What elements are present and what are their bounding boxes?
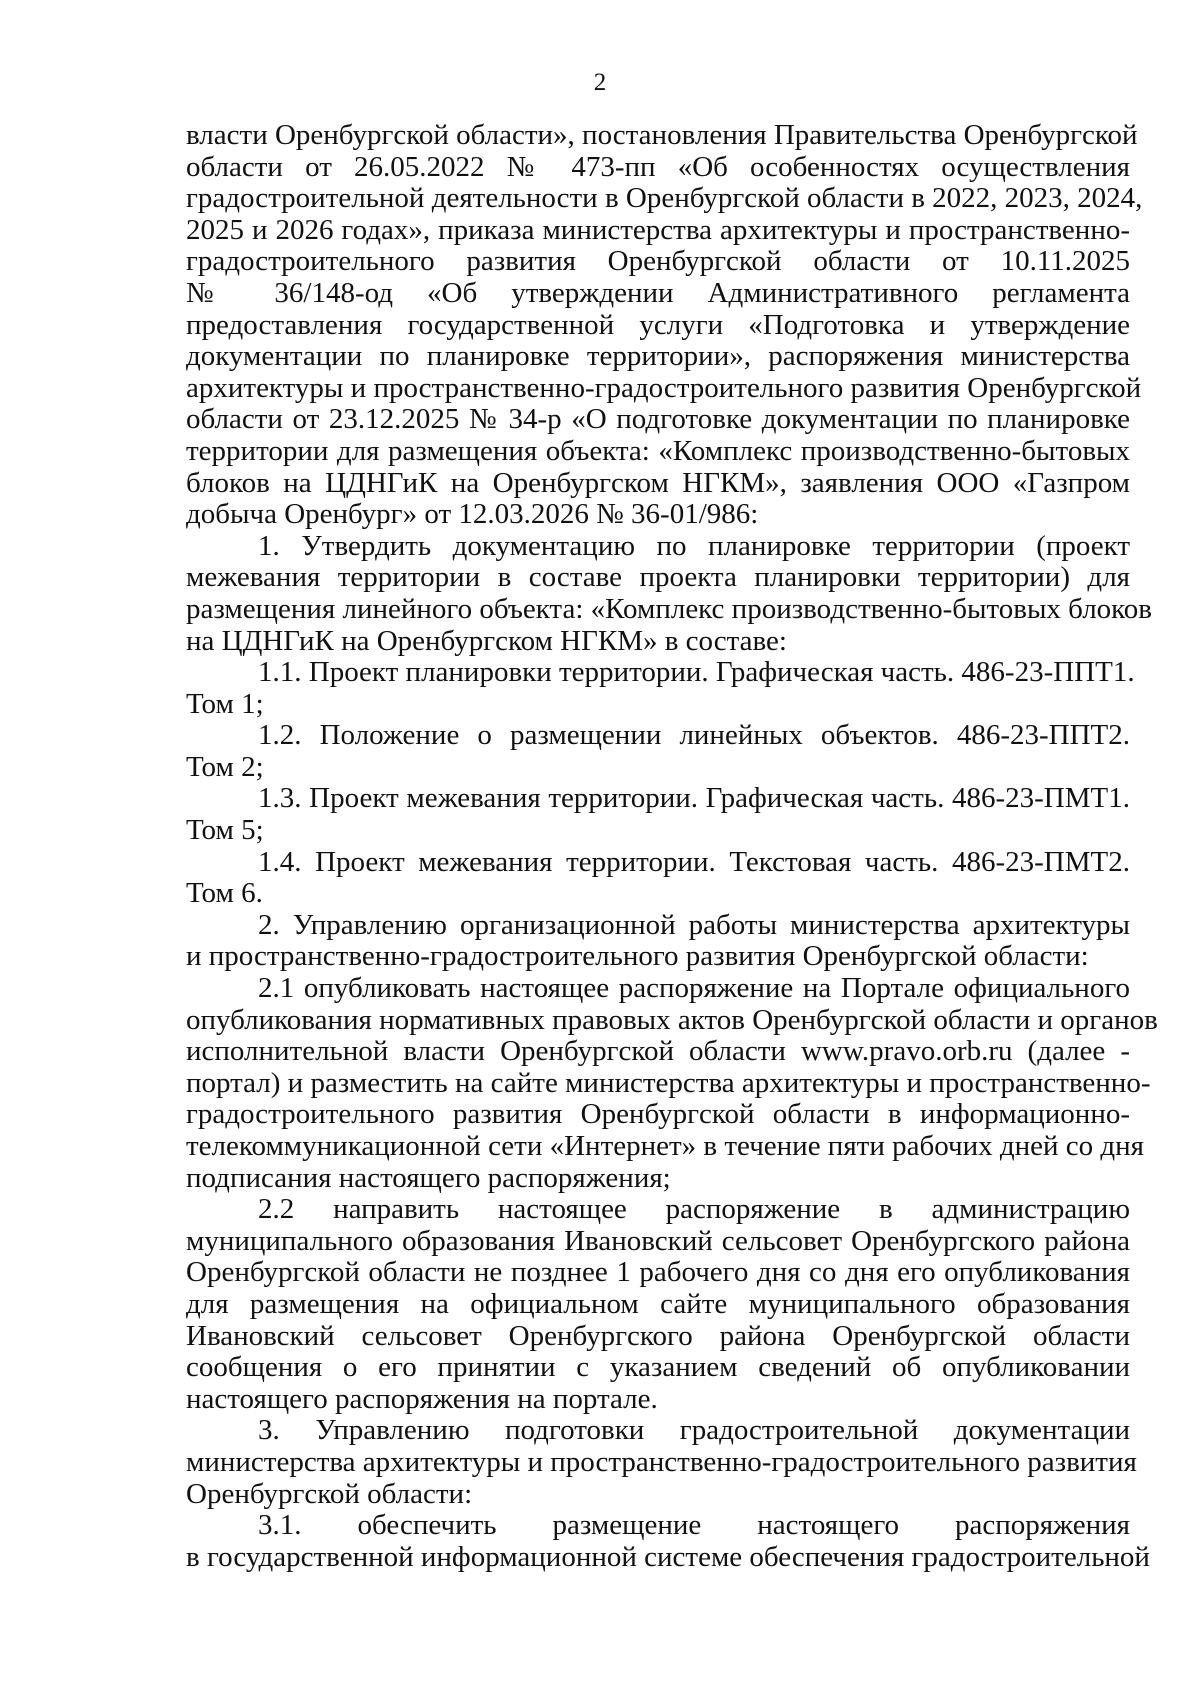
text-line: 3. Управлению подготовки градостроительной документации [258,1414,1130,1447]
document-body [186,119,1158,1573]
text-line: 3.1. обеспечить размещение настоящего распоряжения [258,1509,1130,1542]
text-line: в государственной информационной системе обеспечения градостроительной [186,1540,1150,1573]
text-line: области от 23.12.2025 № 34-р «О подготовке документации по планировке [186,403,1130,436]
text-line: для размещения на официальном сайте муниципального образования [186,1287,1130,1320]
text-line: министерства архитектуры и пространственно-градостроительного развития [186,1445,1137,1478]
text-line: Оренбургской области: [186,1477,473,1510]
text-line: архитектуры и пространственно-градостроительного развития Оренбургской [186,371,1142,404]
text-line: и пространственно-градостроительного развития Оренбургской области: [186,940,1089,973]
text-line: 1.3. Проект межевания территории. Графическая часть. 486-23-ПМТ1. [258,782,1130,815]
text-line: Ивановский сельсовет Оренбургского района Оренбургской области [186,1319,1130,1352]
text-line: сообщения о его принятии с указанием сведений об опубликовании [186,1351,1130,1384]
text-line: 1.1. Проект планировки территории. Графическая часть. 486-23-ППТ1. [258,656,1135,689]
text-line: области от 26.05.2022 № 473-пп «Об особенностях осуществления [186,150,1130,183]
text-line: портал) и разместить на сайте министерства архитектуры и пространственно- [186,1066,1151,1099]
text-line: 2.2 направить настоящее распоряжение в администрацию [258,1193,1130,1226]
text-line: предоставления государственной услуги «Подготовка и утверждение [186,308,1130,341]
text-line: градостроительной деятельности в Оренбургской области в 2022, 2023, 2024, [186,182,1143,215]
text-line: муниципального образования Ивановский сельсовет Оренбургского района [186,1224,1130,1257]
text-line: подписания настоящего распоряжения; [186,1161,671,1194]
text-line: блоков на ЦДНГиК на Оренбургском НГКМ», заявления ООО «Газпром [186,466,1130,499]
text-line: на ЦДНГиК на Оренбургском НГКМ» в составе: [186,624,787,657]
text-line: Том 1; [186,687,264,720]
text-line: 1.2. Положение о размещении линейных объектов. 486-23-ППТ2. [258,719,1130,752]
text-line: телекоммуникационной сети «Интернет» в течение пяти рабочих дней со дня [186,1130,1144,1162]
text-line: 1.4. Проект межевания территории. Текстовая часть. 486-23-ПМТ2. [258,845,1130,878]
text-line: 2.1 опубликовать настоящее распоряжение на Портале официального [258,972,1130,1005]
text-line: 2. Управлению организационной работы министерства архитектуры [258,908,1130,941]
text-line: размещения линейного объекта: «Комплекс производственно-бытовых блоков [186,592,1152,625]
page-number: 2 [593,69,607,96]
text-line: настоящего распоряжения на портале. [186,1382,658,1415]
text-line: документации по планировке территории», распоряжения министерства [186,340,1130,373]
text-line: Том 6. [186,877,263,910]
text-line: добыча Оренбург» от 12.03.2026 № 36-01/986: [186,498,759,531]
text-line: исполнительной власти Оренбургской области www.pravo.orb.ru (далее - [186,1035,1130,1068]
text-line: Том 2; [186,750,264,783]
text-line: власти Оренбургской области», постановления Правительства Оренбургской [186,119,1138,151]
text-line: 1. Утвердить документацию по планировке территории (проект [258,529,1130,562]
text-line: территории для размещения объекта: «Комплекс производственно-бытовых [186,434,1130,467]
text-line: 2025 и 2026 годах», приказа министерства архитектуры и пространственно- [186,213,1130,246]
text-line: опубликования нормативных правовых актов Оренбургской области и органов [186,1003,1158,1036]
text-line: Оренбургской области не позднее 1 рабочего дня со дня его опубликования [186,1256,1130,1289]
text-line: градостроительного развития Оренбургской области от 10.11.2025 [186,245,1130,278]
text-line: межевания территории в составе проекта планировки территории) для [186,561,1130,594]
text-line: Том 5; [186,814,264,847]
text-line: градостроительного развития Оренбургской области в информационно- [186,1098,1130,1131]
text-line: № 36/148-од «Об утверждении Административного регламента [186,276,1130,309]
